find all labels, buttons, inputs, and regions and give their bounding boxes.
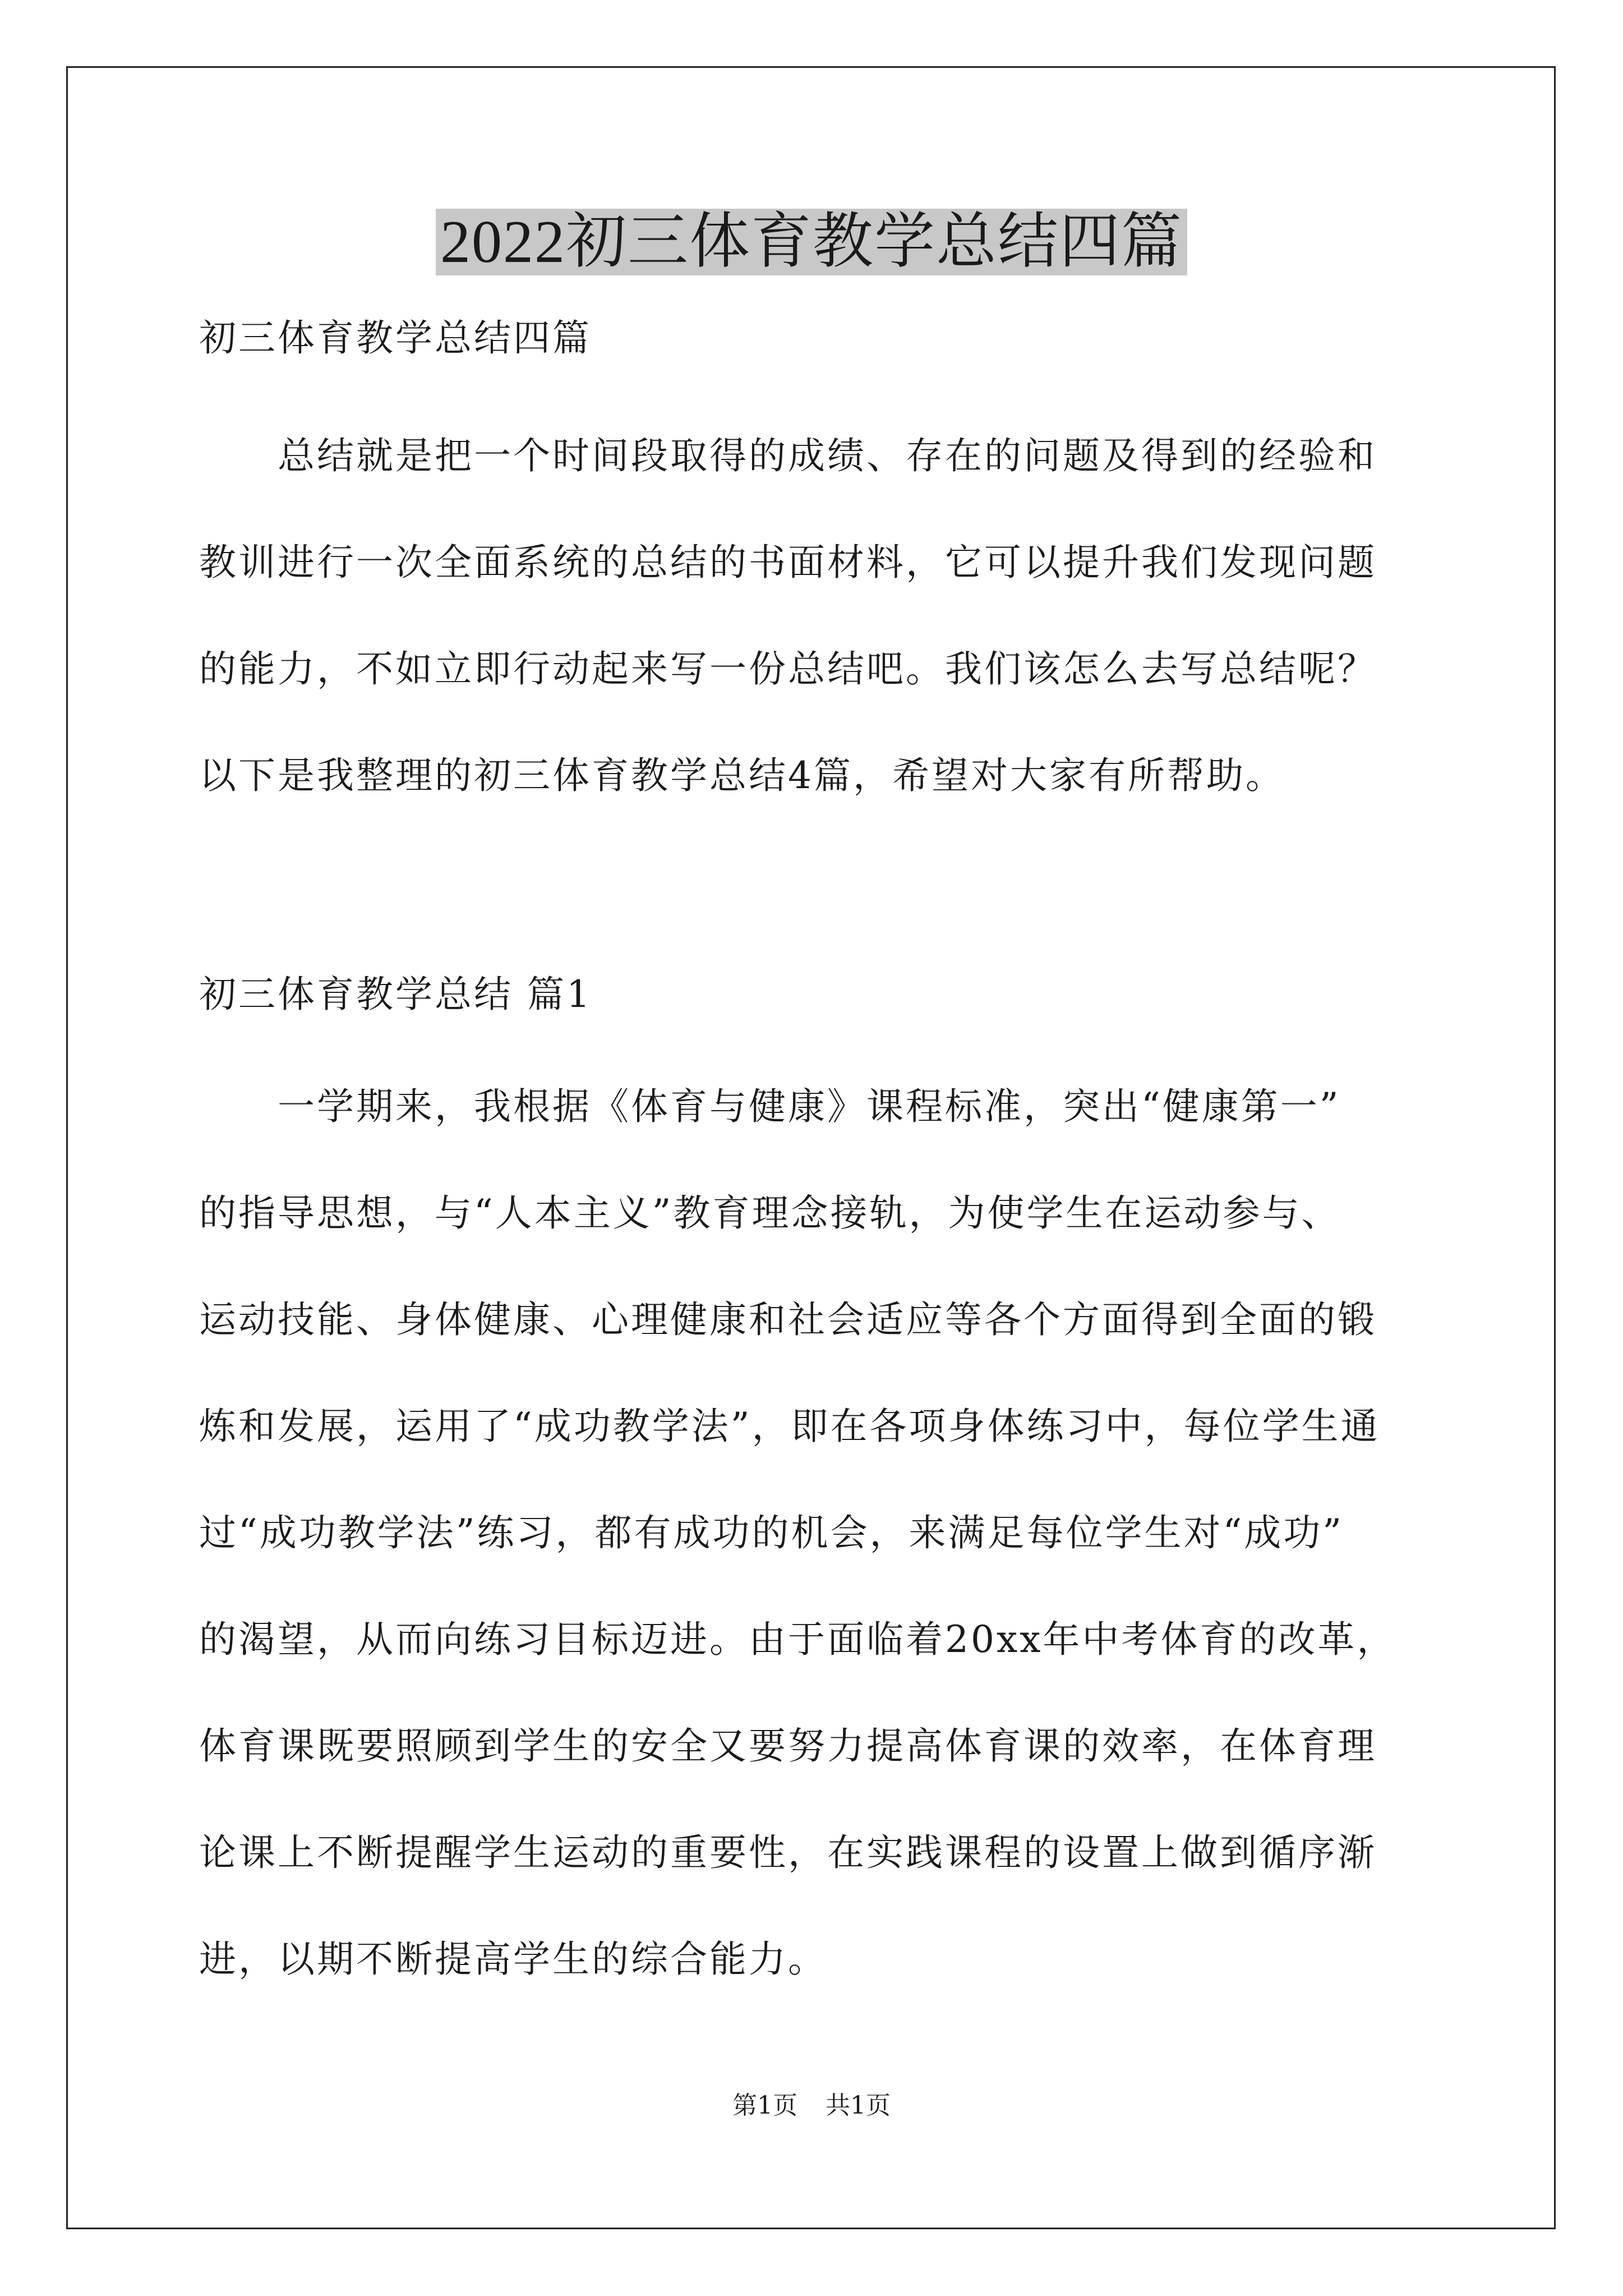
document-title bbox=[0, 203, 1623, 282]
page-footer bbox=[0, 2089, 1623, 2123]
page-number-current: 第1页 bbox=[732, 2091, 797, 2120]
section-heading: 初三体育教学总结 篇1 bbox=[199, 973, 592, 1016]
section-paragraph-line: 的指导思想，与“人本主义”教育理念接轨，为使学生在运动参与、 bbox=[199, 1191, 1341, 1235]
section-paragraph-line: 过“成功教学法”练习，都有成功的机会，来满足每位学生对“成功” bbox=[199, 1511, 1344, 1554]
intro-paragraph-line: 教训进行一次全面系统的总结的书面材料，它可以提升我们发现问题 bbox=[199, 541, 1377, 584]
section-paragraph-line: 进，以期不断提高学生的综合能力。 bbox=[199, 1938, 827, 1981]
section-paragraph-line: 论课上不断提醒学生运动的重要性，在实践课程的设置上做到循序渐 bbox=[199, 1831, 1377, 1874]
page-border bbox=[66, 66, 1556, 2229]
section-paragraph-line: 炼和发展，运用了“成功教学法”，即在各项身体练习中，每位学生通 bbox=[199, 1405, 1380, 1448]
page-number-total: 共1页 bbox=[826, 2091, 891, 2120]
document-title-text: 2022初三体育教学总结四篇 bbox=[436, 209, 1187, 275]
section-paragraph-line: 体育课既要照顾到学生的安全又要努力提高体育课的效率，在体育理 bbox=[199, 1724, 1377, 1768]
section-paragraph-line: 的渴望，从而向练习目标迈进。由于面临着20xx年中考体育的改革， bbox=[199, 1618, 1396, 1661]
intro-paragraph-line: 的能力，不如立即行动起来写一份总结吧。我们该怎么去写总结呢？ bbox=[199, 647, 1377, 691]
intro-paragraph-line: 以下是我整理的初三体育教学总结4篇，希望对大家有所帮助。 bbox=[199, 754, 1285, 797]
section-paragraph-line: 一学期来，我根据《体育与健康》课程标准，突出“健康第一” bbox=[278, 1085, 1341, 1128]
intro-paragraph-line: 总结就是把一个时间段取得的成绩、存在的问题及得到的经验和 bbox=[278, 434, 1377, 477]
document-subtitle: 初三体育教学总结四篇 bbox=[199, 316, 592, 360]
section-paragraph-line: 运动技能、身体健康、心理健康和社会适应等各个方面得到全面的锻 bbox=[199, 1298, 1377, 1341]
